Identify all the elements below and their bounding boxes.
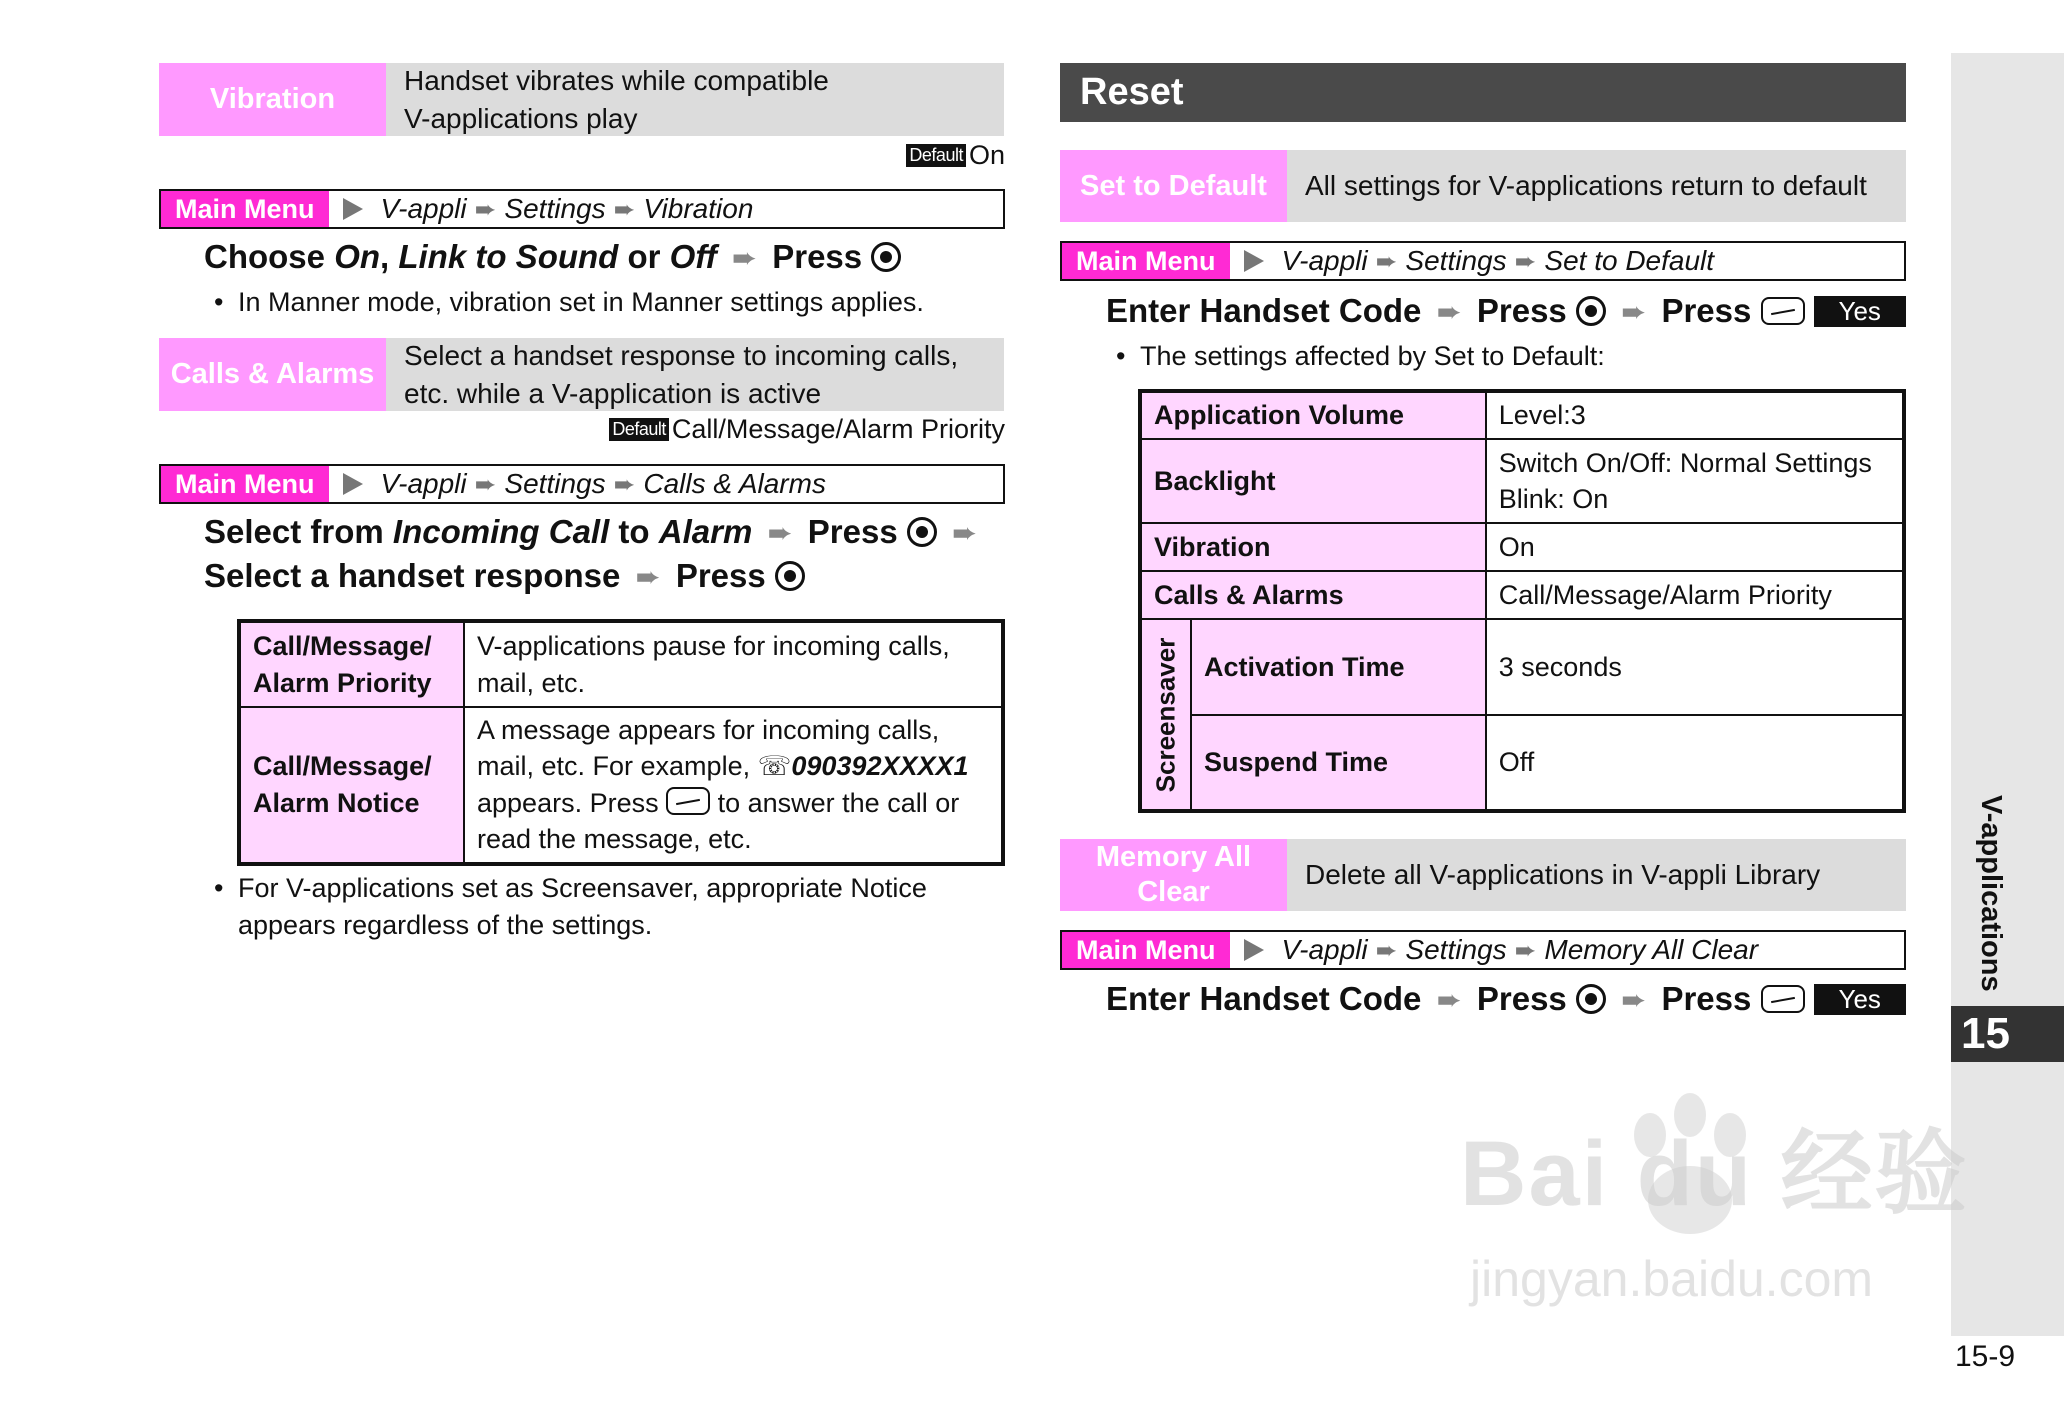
path-item: Settings: [504, 193, 606, 224]
default-tag: Default: [906, 144, 966, 167]
path-item: V-appli: [380, 468, 467, 499]
center-key-icon: [1576, 984, 1606, 1014]
main-menu-tag: Main Menu: [161, 191, 329, 227]
memory-clear-menu-path: [1060, 930, 1906, 970]
table-row: Call/Message/ Alarm Priority V-applications pause for incoming calls, mail, etc.: [239, 621, 1003, 707]
arrow-right-icon: ➨: [1375, 934, 1398, 965]
vibration-step: Choose On, Link to Sound or Off ➨ Press: [204, 238, 901, 276]
default-value: Call/Message/Alarm Priority: [671, 414, 1005, 444]
vibration-label: Vibration: [159, 63, 386, 136]
vibration-header: [159, 63, 1004, 136]
calls-step-1: Select from Incoming Call to Alarm ➨ Press ➨: [204, 513, 978, 550]
memory-clear-label: Memory All Clear: [1060, 839, 1287, 911]
calls-default: [500, 414, 1005, 445]
calls-label: Calls & Alarms: [159, 338, 386, 411]
arrow-right-icon: ➨: [731, 242, 758, 275]
chapter-number: 15: [1951, 1006, 2064, 1062]
set-default-header: [1060, 150, 1906, 222]
default-tag: Default: [609, 418, 669, 441]
main-menu-tag: Main Menu: [1062, 243, 1230, 279]
table-row: Calls & Alarms Call/Message/Alarm Priority: [1140, 571, 1904, 619]
triangle-right-icon: [1244, 939, 1264, 961]
arrow-right-icon: ➨: [474, 193, 497, 224]
phone-icon: ☏: [757, 751, 792, 782]
soft-key-icon: [1761, 985, 1805, 1013]
yes-softkey-label: Yes: [1814, 296, 1906, 327]
path-item: Vibration: [643, 193, 754, 224]
default-value: On: [968, 140, 1005, 170]
main-menu-tag: Main Menu: [1062, 932, 1230, 968]
path-item: Calls & Alarms: [643, 468, 826, 499]
arrow-right-icon: ➨: [952, 517, 978, 550]
arrow-right-icon: ➨: [767, 517, 793, 550]
set-default-label: Set to Default: [1060, 150, 1287, 222]
arrow-right-icon: ➨: [1375, 245, 1398, 276]
triangle-right-icon: [1244, 250, 1264, 272]
chapter-label: V-applications: [1975, 795, 2007, 992]
arrow-right-icon: ➨: [613, 193, 636, 224]
path-item: Settings: [504, 468, 606, 499]
calls-desc: Select a handset response to incoming calls, etc. while a V-application is active: [386, 338, 1004, 411]
arrow-right-icon: ➨: [1621, 984, 1647, 1017]
vibration-default: [700, 140, 1005, 171]
center-key-icon: [775, 561, 805, 591]
arrow-right-icon: ➨: [635, 561, 661, 594]
main-menu-tag: Main Menu: [161, 466, 329, 502]
watermark-brand: Bai du 经验: [1460, 1123, 1969, 1225]
table-row: Screensaver Activation Time 3 seconds: [1140, 619, 1904, 715]
center-key-icon: [1576, 296, 1606, 326]
table-row: Suspend Time Off: [1140, 715, 1904, 811]
path-item: Memory All Clear: [1544, 934, 1759, 965]
page-number: 15-9: [1955, 1340, 2016, 1373]
arrow-right-icon: ➨: [1436, 296, 1462, 329]
calls-menu-path: [159, 464, 1005, 504]
vibration-menu-path: [159, 189, 1005, 229]
table-row: Call/Message/ Alarm Notice A message appears for incoming calls, mail, etc. For example, ☏090392XXXX1 appears. Press to answer the call or read the message, etc.: [239, 707, 1003, 864]
yes-softkey-label: Yes: [1814, 984, 1906, 1015]
memory-clear-step: Enter Handset Code ➨ Press ➨ Press Yes: [1106, 980, 1906, 1018]
reset-title: Reset: [1060, 63, 1906, 122]
calls-step-2: Select a handset response ➨ Press: [204, 557, 805, 595]
set-default-desc: All settings for V-applications return to default: [1287, 150, 1906, 222]
memory-clear-header: [1060, 839, 1906, 911]
table-row: Application Volume Level:3: [1140, 391, 1904, 439]
table-row: Vibration On: [1140, 523, 1904, 571]
default-settings-table: [1138, 389, 1906, 813]
vibration-note: • In Manner mode, vibration set in Manner settings applies.: [238, 284, 1008, 321]
arrow-right-icon: ➨: [1436, 984, 1462, 1017]
center-key-icon: [871, 242, 901, 272]
calls-header: [159, 338, 1004, 411]
screensaver-group-cell: Screensaver: [1140, 619, 1191, 811]
arrow-right-icon: ➨: [613, 468, 636, 499]
vibration-desc: Handset vibrates while compatible V-applications play: [386, 63, 1004, 136]
table-row: Backlight Switch On/Off: Normal Settings Blink: On: [1140, 439, 1904, 523]
watermark-url: jingyan.baidu.com: [1470, 1251, 1874, 1307]
triangle-right-icon: [343, 473, 363, 495]
memory-clear-desc: Delete all V-applications in V-appli Library: [1287, 839, 1906, 911]
arrow-right-icon: ➨: [1514, 934, 1537, 965]
set-default-note: • The settings affected by Set to Default:: [1140, 338, 1900, 375]
triangle-right-icon: [343, 198, 363, 220]
arrow-right-icon: ➨: [474, 468, 497, 499]
path-item: V-appli: [1281, 245, 1368, 276]
arrow-right-icon: ➨: [1621, 296, 1647, 329]
calls-options-table: [237, 619, 1005, 866]
center-key-icon: [907, 517, 937, 547]
calls-note: • For V-applications set as Screensaver, appropriate Notice appears regardless of the settings.: [238, 870, 998, 945]
path-item: Set to Default: [1544, 245, 1715, 276]
path-item: V-appli: [1281, 934, 1368, 965]
path-item: Settings: [1405, 934, 1507, 965]
path-item: Settings: [1405, 245, 1507, 276]
set-default-menu-path: [1060, 241, 1906, 281]
send-key-icon: [666, 787, 710, 815]
arrow-right-icon: ➨: [1514, 245, 1537, 276]
set-default-step: Enter Handset Code ➨ Press ➨ Press Yes: [1106, 292, 1906, 330]
path-item: V-appli: [380, 193, 467, 224]
soft-key-icon: [1761, 297, 1805, 325]
